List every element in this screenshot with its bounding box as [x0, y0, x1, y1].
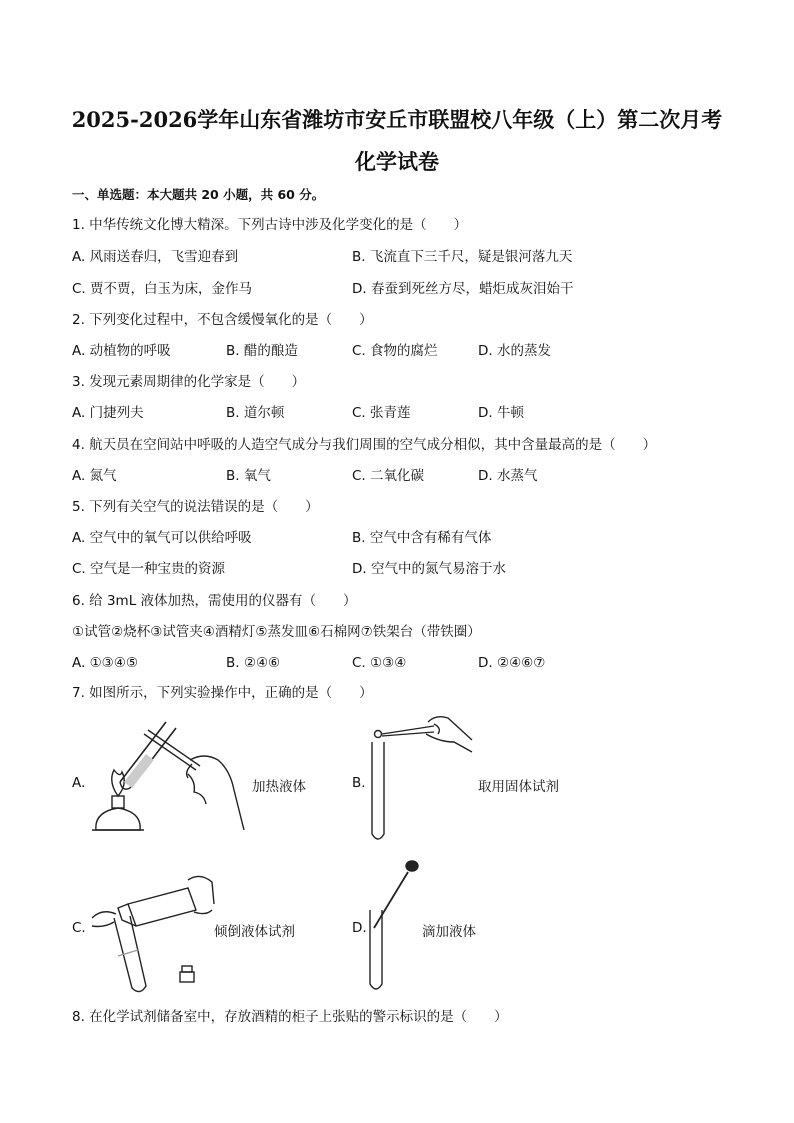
- exam-title-line-1: 2025-2026学年山东省潍坊市安丘市联盟校八年级（上）第二次月考: [71, 107, 723, 132]
- question-6-stem: 6. 给 3mL 液体加热，需使用的仪器有（ ）: [72, 593, 357, 609]
- q5-option-a: A. 空气中的氧气可以供给呼吸: [72, 530, 252, 546]
- q7-figure-b-caption: 取用固体试剂: [478, 779, 559, 795]
- question-4-stem: 4. 航天员在空间站中呼吸的人造空气成分与我们周围的空气成分相似，其中含量最高的是（ ）: [72, 437, 657, 453]
- q3-option-c: C. 张青莲: [352, 405, 411, 421]
- q7-figure-a-caption: 加热液体: [252, 779, 306, 795]
- question-7-stem: 7. 如图所示，下列实验操作中，正确的是（ ）: [72, 685, 373, 701]
- q5-option-b: B. 空气中含有稀有气体: [352, 530, 492, 546]
- heating-liquid-illustration: [84, 712, 254, 852]
- q4-option-b: B. 氧气: [226, 468, 271, 484]
- question-5-stem: 5. 下列有关空气的说法错误的是（ ）: [72, 499, 319, 515]
- q2-option-a: A. 动植物的呼吸: [72, 343, 171, 359]
- q6-option-b: B. ②④⑥: [226, 655, 281, 671]
- q1-option-d: D. 春蚕到死丝方尽，蜡炬成灰泪始干: [352, 281, 574, 297]
- question-1-stem: 1. 中华传统文化博大精深。下列古诗中涉及化学变化的是（ ）: [72, 217, 468, 233]
- q3-option-a: A. 门捷列夫: [72, 405, 144, 421]
- q7-figure-c-caption: 倾倒液体试剂: [214, 924, 295, 940]
- q5-option-d: D. 空气中的氮气易溶于水: [352, 561, 506, 577]
- q6-option-a: A. ①③④⑤: [72, 655, 138, 671]
- question-6-instruments: ①试管②烧杯③试管夹④酒精灯⑤蒸发皿⑥石棉网⑦铁架台（带铁圈）: [72, 624, 481, 640]
- q1-option-c: C. 贾不贾，白玉为床，金作马: [72, 281, 253, 297]
- q2-option-c: C. 食物的腐烂: [352, 343, 438, 359]
- q7-figure-d-caption: 滴加液体: [422, 924, 476, 940]
- q3-option-d: D. 牛顿: [478, 405, 524, 421]
- question-3-stem: 3. 发现元素周期律的化学家是（ ）: [72, 374, 306, 390]
- question-2-stem: 2. 下列变化过程中，不包含缓慢氧化的是（ ）: [72, 312, 373, 328]
- question-8-stem: 8. 在化学试剂储备室中，存放酒精的柜子上张贴的警示标识的是（ ）: [72, 1009, 508, 1025]
- q3-option-b: B. 道尔顿: [226, 405, 285, 421]
- q7-figure-a-letter: A.: [72, 775, 86, 791]
- taking-solid-reagent-illustration: [364, 712, 484, 847]
- q1-option-a: A. 风雨送春归，飞雪迎春到: [72, 249, 239, 265]
- q4-option-d: D. 水蒸气: [478, 468, 538, 484]
- q7-figure-b-letter: B.: [352, 775, 366, 791]
- pouring-liquid-illustration: [88, 860, 218, 1000]
- exam-title-line-2: 化学试卷: [355, 149, 439, 174]
- q7-figure-d-letter: D.: [352, 920, 367, 936]
- q1-option-b: B. 飞流直下三千尺，疑是银河落九天: [352, 249, 573, 265]
- q2-option-d: D. 水的蒸发: [478, 343, 551, 359]
- section-heading: 一、单选题：本大题共 20 小题，共 60 分。: [72, 187, 325, 202]
- q7-figure-c-letter: C.: [72, 920, 86, 936]
- q4-option-a: A. 氮气: [72, 468, 117, 484]
- q4-option-c: C. 二氧化碳: [352, 468, 425, 484]
- q6-option-c: C. ①③④: [352, 655, 407, 671]
- q6-option-d: D. ②④⑥⑦: [478, 655, 546, 671]
- q2-option-b: B. 醋的酿造: [226, 343, 298, 359]
- q5-option-c: C. 空气是一种宝贵的资源: [72, 561, 226, 577]
